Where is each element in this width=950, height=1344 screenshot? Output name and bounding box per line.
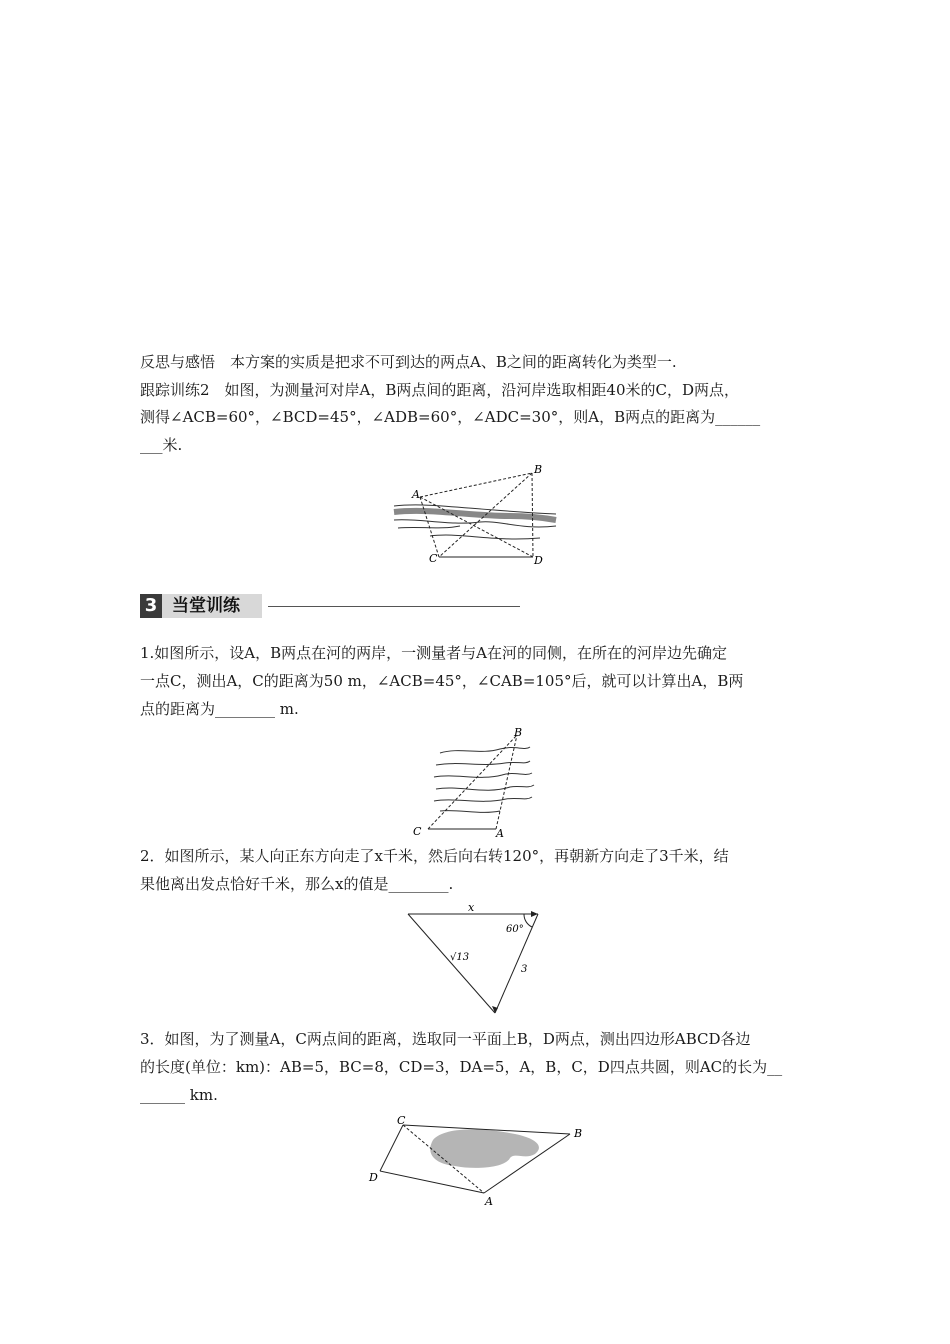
question-3-line-3: ______ km. <box>140 1086 218 1104</box>
label-c: C <box>413 825 422 838</box>
label-d: D <box>369 1171 378 1184</box>
label-c: C <box>397 1114 406 1127</box>
question-3-figure <box>365 1112 595 1212</box>
question-1-line-1: 1.如图所示，设A，B两点在河的两岸，一测量者与A在河的同侧，在所在的河岸边先确定 <box>140 644 728 662</box>
question-2-figure <box>400 900 550 1020</box>
label-a: A <box>412 488 420 501</box>
label-b: B <box>534 463 543 476</box>
question-1-line-3: 点的距离为________ m. <box>140 700 299 718</box>
label-d: D <box>534 554 543 567</box>
label-root13: √13 <box>450 952 470 963</box>
label-a: A <box>496 827 504 840</box>
section-number: 3 <box>140 594 162 618</box>
question-2-line-2: 果他离出发点恰好千米，那么x的值是________. <box>140 875 454 893</box>
section-divider <box>268 606 520 607</box>
label-a: A <box>485 1195 493 1208</box>
tracking-exercise-line-2: 测得∠ACB=60°，∠BCD=45°，∠ADB=60°，∠ADC=30°，则A，B两点的距离为______ <box>140 408 761 426</box>
label-c: C <box>429 552 438 565</box>
tracking-exercise-line-3: ___米. <box>140 436 183 454</box>
question-1-figure <box>410 725 540 840</box>
label-b: B <box>574 1127 583 1140</box>
label-angle: 60° <box>506 924 524 935</box>
section-header <box>140 594 520 618</box>
question-2-line-1: 2．如图所示，某人向正东方向走了x千米，然后向右转120°，再朝新方向走了3千米，结 <box>140 847 729 865</box>
question-1-line-2: 一点C，测出A，C的距离为50 m，∠ACB=45°，∠CAB=105°后，就可以计算出A，B两 <box>140 672 744 690</box>
question-3-line-2: 的长度(单位：km)：AB=5，BC=8，CD=3，DA=5，A，B，C，D四点共圆，则AC的长为__ <box>140 1058 783 1076</box>
label-three: 3 <box>521 964 528 975</box>
question-3-line-1: 3．如图，为了测量A，C两点间的距离，选取同一平面上B，D两点，测出四边形ABCD各边 <box>140 1030 751 1048</box>
section-title: 当堂训练 <box>172 596 240 616</box>
tracking-exercise-line-1: 跟踪训练2 如图，为测量河对岸A，B两点间的距离，沿河岸选取相距40米的C，D两点， <box>140 381 739 399</box>
river-figure-abcd <box>390 460 560 570</box>
reflection-text: 反思与感悟 本方案的实质是把求不可到达的两点A、B之间的距离转化为类型一. <box>140 353 677 371</box>
label-x: x <box>468 901 475 914</box>
label-b: B <box>514 726 523 739</box>
